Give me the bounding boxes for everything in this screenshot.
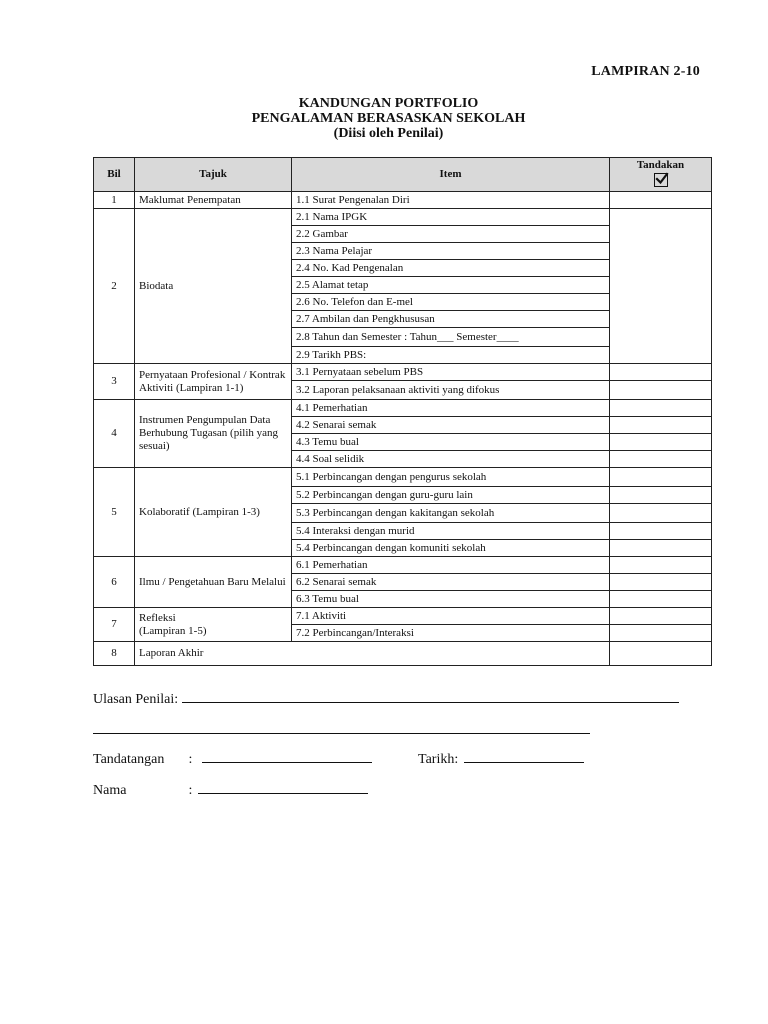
tajuk-cell: Refleksi (Lampiran 1-5) [135,608,292,642]
item-cell: 4.2 Senarai semak [292,417,610,434]
table-row [94,468,712,487]
table-row [94,192,712,209]
tandakan-checkbox-cell[interactable] [610,504,712,523]
bil-cell: 1 [94,192,135,209]
table-row [94,209,712,226]
table-row [94,364,712,381]
tandatangan-line [93,748,372,768]
item-cell: 5.2 Perbincangan dengan guru-guru lain [292,487,610,504]
appendix-label: LAMPIRAN 2-10 [591,64,700,79]
tarikh-label: Tarikh: [418,752,459,767]
tandakan-checkbox-cell[interactable] [610,574,712,591]
item-cell: 5.4 Perbincangan dengan komuniti sekolah [292,540,610,557]
bil-cell: 4 [94,400,135,468]
tajuk-cell: Kolaboratif (Lampiran 1-3) [135,468,292,557]
checkbox-checked-icon [654,173,668,187]
form-title: KANDUNGAN PORTFOLIO [298,96,479,111]
tajuk-cell: Ilmu / Pengetahuan Baru Melalui [135,557,292,608]
ulasan-field-2[interactable] [93,719,590,734]
item-cell: 6.3 Temu bual [292,591,610,608]
item-cell: 5.3 Perbincangan dengan kakitangan sekolah [292,504,610,523]
table-row [94,608,712,625]
tandakan-checkbox-cell[interactable] [610,400,712,417]
bil-cell: 3 [94,364,135,400]
item-cell: 7.2 Perbincangan/Interaksi [292,625,610,642]
item-cell: 4.3 Temu bual [292,434,610,451]
item-cell: 2.7 Ambilan dan Pengkhususan [292,311,610,328]
tandakan-checkbox-cell[interactable] [610,364,712,381]
tajuk-cell: Laporan Akhir [135,642,610,666]
col-header-tajuk: Tajuk [135,158,292,192]
nama-colon: : [188,783,193,798]
tandakan-checkbox-cell[interactable] [610,523,712,540]
tajuk-cell: Maklumat Penempatan [135,192,292,209]
item-cell: 2.4 No. Kad Pengenalan [292,260,610,277]
form-heading [94,96,683,141]
tarikh-field[interactable] [464,748,584,763]
item-cell: 2.6 No. Telefon dan E-mel [292,294,610,311]
tandakan-checkbox-cell[interactable] [610,434,712,451]
col-header-item: Item [292,158,610,192]
ulasan-field[interactable] [182,688,679,703]
ulasan-line [93,688,679,708]
tajuk-cell: Pernyataan Profesional / Kontrak Aktiviti (Lampiran 1-1) [135,364,292,400]
bil-cell: 8 [94,642,135,666]
item-cell: 2.1 Nama IPGK [292,209,610,226]
tandatangan-colon: : [188,752,193,767]
tandakan-checkbox-cell[interactable] [610,417,712,434]
table-row [94,642,712,666]
bil-cell: 2 [94,209,135,364]
tandakan-checkbox-cell[interactable] [610,557,712,574]
bil-cell: 5 [94,468,135,557]
item-cell: 1.1 Surat Pengenalan Diri [292,192,610,209]
nama-line [93,779,368,799]
tandakan-checkbox-cell[interactable] [610,209,712,364]
tandakan-checkbox-cell[interactable] [610,540,712,557]
item-cell: 3.2 Laporan pelaksanaan aktiviti yang difokus [292,381,610,400]
item-cell: 6.2 Senarai semak [292,574,610,591]
tandakan-checkbox-cell[interactable] [610,451,712,468]
portfolio-table [93,157,712,666]
tandakan-checkbox-cell[interactable] [610,381,712,400]
tandakan-checkbox-cell[interactable] [610,625,712,642]
form-subtitle: PENGALAMAN BERASASKAN SEKOLAH [251,111,526,126]
bil-cell: 6 [94,557,135,608]
item-cell: 2.3 Nama Pelajar [292,243,610,260]
table-row [94,400,712,417]
col-header-tandakan [610,158,712,192]
item-cell: 2.5 Alamat tetap [292,277,610,294]
nama-field[interactable] [198,779,368,794]
tandakan-checkbox-cell[interactable] [610,487,712,504]
item-cell: 3.1 Pernyataan sebelum PBS [292,364,610,381]
tandakan-checkbox-cell[interactable] [610,192,712,209]
item-cell: 4.4 Soal selidik [292,451,610,468]
item-cell: 5.4 Interaksi dengan murid [292,523,610,540]
tandatangan-field[interactable] [202,748,372,763]
tandatangan-label: Tandatangan [93,752,165,767]
tandakan-checkbox-cell[interactable] [610,608,712,625]
item-cell: 2.2 Gambar [292,226,610,243]
table-header-row [94,158,712,192]
bil-cell: 7 [94,608,135,642]
tajuk-cell: Instrumen Pengumpulan Data Berhubung Tugasan (pilih yang sesuai) [135,400,292,468]
tarikh-line [418,748,584,768]
item-cell: 4.1 Pemerhatian [292,400,610,417]
form-instruction: (Diisi oleh Penilai) [333,126,444,141]
ulasan-line-2 [93,719,590,739]
tajuk-cell: Biodata [135,209,292,364]
table-row [94,557,712,574]
item-cell: 6.1 Pemerhatian [292,557,610,574]
ulasan-label: Ulasan Penilai: [93,692,179,707]
col-header-bil: Bil [94,158,135,192]
item-cell: 2.8 Tahun dan Semester : Tahun___ Semester____ [292,328,610,347]
item-cell: 2.9 Tarikh PBS: [292,347,610,364]
table-body [94,192,712,666]
tandakan-checkbox-cell[interactable] [610,468,712,487]
item-cell: 5.1 Perbincangan dengan pengurus sekolah [292,468,610,487]
nama-label: Nama [93,783,127,798]
col-header-tandakan-label: Tandakan [636,159,685,171]
item-cell: 7.1 Aktiviti [292,608,610,625]
tandakan-checkbox-cell[interactable] [610,642,712,666]
tandakan-checkbox-cell[interactable] [610,591,712,608]
